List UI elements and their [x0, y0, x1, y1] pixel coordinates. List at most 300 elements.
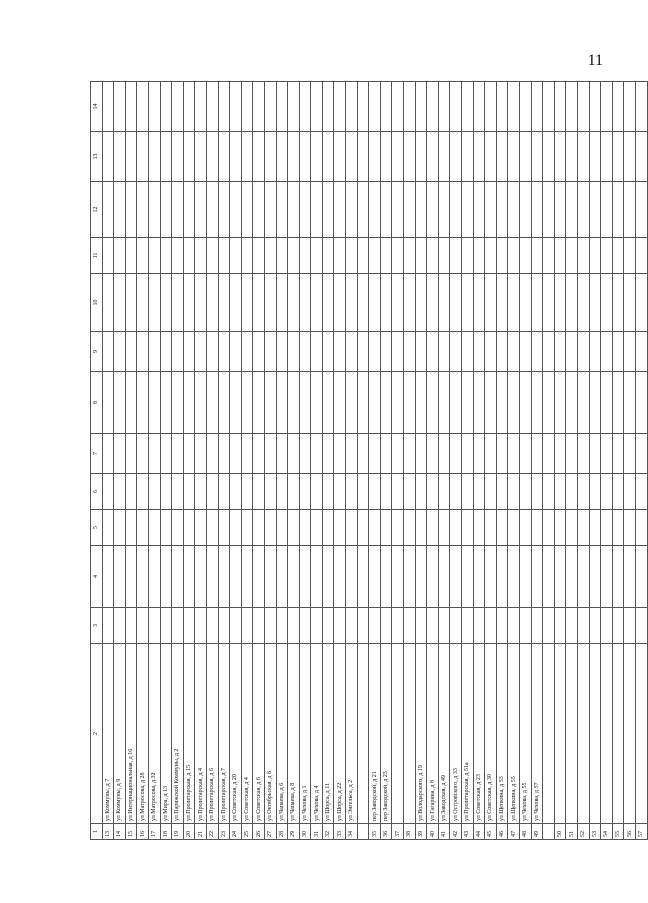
value-cell [357, 474, 369, 510]
value-cell [288, 372, 300, 434]
value-cell [462, 274, 474, 332]
value-cell [253, 238, 265, 274]
value-cell [137, 82, 149, 132]
value-cell [183, 274, 195, 332]
value-cell [601, 510, 613, 546]
value-cell [577, 332, 589, 372]
value-cell [415, 332, 427, 372]
table-row [172, 82, 184, 840]
value-cell [462, 132, 474, 182]
row-name: ул Шорса, д 11 [322, 644, 334, 824]
value-cell [334, 510, 346, 546]
value-cell [531, 608, 543, 644]
value-cell [346, 372, 358, 434]
row-number: 17 [148, 824, 160, 840]
value-cell [601, 238, 613, 274]
value-cell [462, 182, 474, 238]
value-cell [125, 182, 137, 238]
table-row [519, 82, 531, 840]
value-cell [369, 82, 381, 132]
value-cell [450, 510, 462, 546]
row-number: 54 [601, 824, 613, 840]
value-cell [612, 238, 624, 274]
value-cell [612, 132, 624, 182]
section-row [357, 82, 369, 840]
value-cell [438, 434, 450, 474]
value-cell [137, 132, 149, 182]
value-cell [566, 434, 578, 474]
value-cell [160, 434, 172, 474]
value-cell [554, 132, 566, 182]
value-cell [554, 332, 566, 372]
value-cell [473, 238, 485, 274]
value-cell [473, 434, 485, 474]
value-cell [369, 608, 381, 644]
value-cell [114, 608, 126, 644]
value-cell [589, 608, 601, 644]
value-cell [102, 510, 114, 546]
value-cell [577, 434, 589, 474]
value-cell [322, 182, 334, 238]
value-cell [473, 274, 485, 332]
value-cell [264, 546, 276, 608]
value-cell [543, 608, 555, 644]
value-cell [148, 474, 160, 510]
value-cell [635, 132, 647, 182]
value-cell [357, 238, 369, 274]
value-cell [496, 274, 508, 332]
row-number: 15 [125, 824, 137, 840]
value-cell [114, 474, 126, 510]
value-cell [485, 546, 497, 608]
column-header: 1 [91, 824, 103, 840]
value-cell [264, 274, 276, 332]
value-cell [172, 434, 184, 474]
row-name [392, 644, 404, 824]
value-cell [369, 510, 381, 546]
value-cell [125, 474, 137, 510]
table-body [102, 82, 647, 840]
value-cell [438, 274, 450, 332]
value-cell [485, 132, 497, 182]
value-cell [485, 82, 497, 132]
value-cell [276, 546, 288, 608]
value-cell [404, 434, 416, 474]
table-row [160, 82, 172, 840]
value-cell [543, 274, 555, 332]
value-cell [276, 132, 288, 182]
value-cell [438, 474, 450, 510]
table-header-row [91, 82, 103, 840]
value-cell [427, 82, 439, 132]
value-cell [380, 82, 392, 132]
value-cell [230, 274, 242, 332]
value-cell [137, 182, 149, 238]
rotated-table [90, 82, 645, 840]
row-number: 39 [415, 824, 427, 840]
value-cell [462, 434, 474, 474]
value-cell [253, 82, 265, 132]
value-cell [195, 82, 207, 132]
column-header: 4 [91, 546, 103, 608]
value-cell [357, 608, 369, 644]
table-row [601, 82, 613, 840]
column-header: 8 [91, 372, 103, 434]
value-cell [473, 82, 485, 132]
value-cell [612, 82, 624, 132]
value-cell [496, 82, 508, 132]
value-cell [450, 474, 462, 510]
value-cell [276, 372, 288, 434]
value-cell [334, 82, 346, 132]
value-cell [276, 238, 288, 274]
row-number: 51 [566, 824, 578, 840]
value-cell [195, 132, 207, 182]
value-cell [322, 434, 334, 474]
value-cell [160, 510, 172, 546]
value-cell [206, 182, 218, 238]
row-name [543, 644, 555, 824]
value-cell [137, 274, 149, 332]
value-cell [554, 474, 566, 510]
value-cell [566, 546, 578, 608]
value-cell [543, 238, 555, 274]
value-cell [183, 238, 195, 274]
value-cell [554, 372, 566, 434]
value-cell [311, 546, 323, 608]
value-cell [241, 274, 253, 332]
row-name: ул Щепкина, д 53 [496, 644, 508, 824]
value-cell [496, 474, 508, 510]
value-cell [137, 510, 149, 546]
value-cell [230, 82, 242, 132]
page-number: 11 [587, 52, 603, 69]
value-cell [160, 332, 172, 372]
column-header: 3 [91, 608, 103, 644]
value-cell [125, 82, 137, 132]
value-cell [195, 434, 207, 474]
value-cell [380, 434, 392, 474]
value-cell [601, 546, 613, 608]
value-cell [195, 182, 207, 238]
value-cell [369, 546, 381, 608]
value-cell [635, 274, 647, 332]
column-header: 11 [91, 238, 103, 274]
value-cell [589, 474, 601, 510]
value-cell [566, 82, 578, 132]
value-cell [148, 182, 160, 238]
value-cell [635, 474, 647, 510]
value-cell [334, 132, 346, 182]
value-cell [496, 182, 508, 238]
value-cell [264, 510, 276, 546]
value-cell [554, 510, 566, 546]
table-row [183, 82, 195, 840]
row-name [635, 644, 647, 824]
value-cell [462, 546, 474, 608]
value-cell [485, 372, 497, 434]
value-cell [601, 372, 613, 434]
value-cell [589, 546, 601, 608]
data-table [90, 81, 648, 840]
value-cell [462, 608, 474, 644]
value-cell [462, 238, 474, 274]
table-row [380, 82, 392, 840]
value-cell [114, 332, 126, 372]
value-cell [346, 274, 358, 332]
value-cell [241, 510, 253, 546]
value-cell [264, 238, 276, 274]
value-cell [253, 182, 265, 238]
value-cell [380, 474, 392, 510]
value-cell [334, 608, 346, 644]
value-cell [230, 434, 242, 474]
value-cell [624, 608, 636, 644]
value-cell [125, 372, 137, 434]
row-name: ул Коммуны, д 7 [102, 644, 114, 824]
value-cell [137, 434, 149, 474]
row-name: ул Энгельса, д 2 [346, 644, 358, 824]
row-number: 31 [311, 824, 323, 840]
value-cell [589, 82, 601, 132]
value-cell [299, 332, 311, 372]
row-number: 22 [206, 824, 218, 840]
value-cell [357, 546, 369, 608]
value-cell [230, 238, 242, 274]
value-cell [438, 372, 450, 434]
value-cell [450, 332, 462, 372]
value-cell [334, 238, 346, 274]
table-row [462, 82, 474, 840]
column-header: 13 [91, 132, 103, 182]
value-cell [125, 274, 137, 332]
value-cell [357, 82, 369, 132]
value-cell [322, 546, 334, 608]
row-number: 36 [380, 824, 392, 840]
value-cell [369, 434, 381, 474]
value-cell [543, 332, 555, 372]
value-cell [253, 332, 265, 372]
value-cell [160, 82, 172, 132]
value-cell [276, 510, 288, 546]
value-cell [635, 372, 647, 434]
value-cell [485, 332, 497, 372]
row-name: ул Чехова, д 55 [519, 644, 531, 824]
table-row [485, 82, 497, 840]
value-cell [380, 372, 392, 434]
value-cell [288, 238, 300, 274]
value-cell [357, 510, 369, 546]
value-cell [334, 182, 346, 238]
value-cell [322, 82, 334, 132]
row-number: 16 [137, 824, 149, 840]
row-number [543, 824, 555, 840]
value-cell [392, 608, 404, 644]
value-cell [589, 238, 601, 274]
value-cell [566, 332, 578, 372]
table-row [427, 82, 439, 840]
row-name [589, 644, 601, 824]
value-cell [230, 132, 242, 182]
value-cell [114, 132, 126, 182]
value-cell [450, 182, 462, 238]
value-cell [369, 474, 381, 510]
row-number: 27 [264, 824, 276, 840]
row-number: 19 [172, 824, 184, 840]
table-row [148, 82, 160, 840]
row-number: 43 [462, 824, 474, 840]
value-cell [635, 434, 647, 474]
column-header: 10 [91, 274, 103, 332]
value-cell [531, 372, 543, 434]
value-cell [404, 182, 416, 238]
value-cell [299, 474, 311, 510]
value-cell [554, 546, 566, 608]
value-cell [438, 510, 450, 546]
value-cell [624, 332, 636, 372]
value-cell [334, 546, 346, 608]
value-cell [264, 132, 276, 182]
value-cell [172, 274, 184, 332]
row-name: ул Гагарина, д 8 [427, 644, 439, 824]
value-cell [241, 182, 253, 238]
value-cell [288, 474, 300, 510]
value-cell [206, 274, 218, 332]
value-cell [415, 274, 427, 332]
row-number: 49 [531, 824, 543, 840]
value-cell [206, 608, 218, 644]
row-name: ул Островского, д 33 [450, 644, 462, 824]
value-cell [230, 372, 242, 434]
value-cell [183, 372, 195, 434]
value-cell [218, 474, 230, 510]
table-row [311, 82, 323, 840]
value-cell [427, 372, 439, 434]
value-cell [519, 546, 531, 608]
value-cell [148, 332, 160, 372]
value-cell [415, 608, 427, 644]
value-cell [577, 274, 589, 332]
value-cell [322, 132, 334, 182]
value-cell [577, 82, 589, 132]
value-cell [612, 332, 624, 372]
value-cell [230, 510, 242, 546]
value-cell [473, 132, 485, 182]
value-cell [137, 474, 149, 510]
row-number: 48 [519, 824, 531, 840]
column-header: 12 [91, 182, 103, 238]
value-cell [172, 132, 184, 182]
table-row [450, 82, 462, 840]
value-cell [404, 132, 416, 182]
value-cell [195, 474, 207, 510]
value-cell [183, 434, 195, 474]
value-cell [415, 82, 427, 132]
value-cell [392, 474, 404, 510]
value-cell [322, 238, 334, 274]
value-cell [172, 510, 184, 546]
value-cell [241, 238, 253, 274]
value-cell [299, 608, 311, 644]
row-number: 13 [102, 824, 114, 840]
value-cell [357, 372, 369, 434]
value-cell [589, 132, 601, 182]
value-cell [380, 546, 392, 608]
value-cell [392, 372, 404, 434]
value-cell [427, 332, 439, 372]
value-cell [404, 608, 416, 644]
value-cell [160, 274, 172, 332]
value-cell [125, 238, 137, 274]
row-name: ул Пролетарская, д 4 [195, 644, 207, 824]
value-cell [148, 434, 160, 474]
row-name: ул Советская, д 6 [253, 644, 265, 824]
value-cell [357, 132, 369, 182]
value-cell [183, 82, 195, 132]
value-cell [415, 474, 427, 510]
value-cell [183, 332, 195, 372]
table-row [137, 82, 149, 840]
value-cell [473, 332, 485, 372]
value-cell [438, 332, 450, 372]
value-cell [102, 372, 114, 434]
value-cell [195, 372, 207, 434]
table-row [230, 82, 242, 840]
value-cell [392, 332, 404, 372]
value-cell [148, 132, 160, 182]
value-cell [531, 132, 543, 182]
rotated-table-container [90, 82, 645, 840]
value-cell [346, 82, 358, 132]
value-cell [369, 238, 381, 274]
row-name: ул Пролетарская, д 6 [206, 644, 218, 824]
value-cell [311, 82, 323, 132]
value-cell [438, 546, 450, 608]
value-cell [369, 332, 381, 372]
value-cell [415, 182, 427, 238]
value-cell [462, 510, 474, 546]
value-cell [183, 132, 195, 182]
row-name [357, 644, 369, 824]
value-cell [172, 474, 184, 510]
value-cell [531, 274, 543, 332]
value-cell [288, 510, 300, 546]
value-cell [380, 510, 392, 546]
value-cell [230, 608, 242, 644]
value-cell [612, 546, 624, 608]
row-number: 45 [485, 824, 497, 840]
value-cell [473, 546, 485, 608]
value-cell [253, 434, 265, 474]
value-cell [612, 182, 624, 238]
value-cell [589, 274, 601, 332]
value-cell [635, 82, 647, 132]
value-cell [392, 274, 404, 332]
value-cell [346, 132, 358, 182]
value-cell [299, 182, 311, 238]
value-cell [218, 434, 230, 474]
value-cell [438, 132, 450, 182]
value-cell [218, 608, 230, 644]
value-cell [531, 434, 543, 474]
row-name: ул Чапаева, д 6 [276, 644, 288, 824]
row-number: 40 [427, 824, 439, 840]
row-name: ул Октябрьская, д 6 [264, 644, 276, 824]
value-cell [450, 372, 462, 434]
value-cell [102, 132, 114, 182]
value-cell [612, 372, 624, 434]
value-cell [125, 546, 137, 608]
